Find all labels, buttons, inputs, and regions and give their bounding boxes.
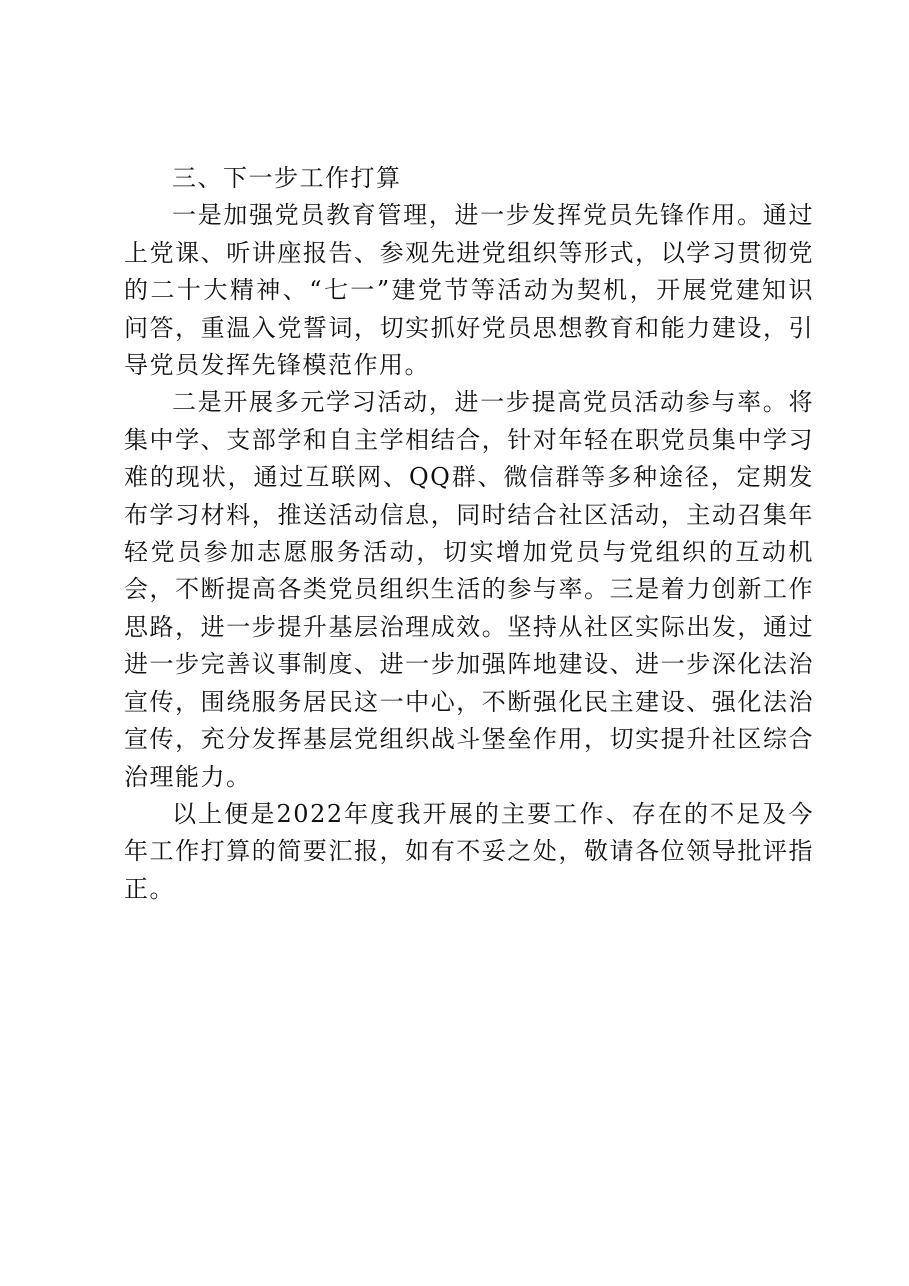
paragraph-summary: 以上便是2022年度我开展的主要工作、存在的不足及今年工作打算的简要汇报，如有不妥之处，敬请各位领导批评指正。 [124,799,814,903]
paragraph-learning-activities: 二是开展多元学习活动，进一步提高党员活动参与率。将集中学、支部学和自主学相结合，针对年轻在职党员集中学习难的现状，通过互联网、QQ群、微信群等多种途径，定期发布学习材料，推送活动信息，同时结合社区活动，主动召集年轻党员参加志愿服务活动，切实增加党员与党组织的互动机会，不断提高各类党员组织生活的参与率。三是着力创新工作思路，进一步提升基层治理成效。坚持从社区实际出发，通过进一步完善议事制度、进一步加强阵地建设、进一步深化法治宣传，围绕服务居民这一中心，不断强化民主建设、强化法治宣传，充分发挥基层党组织战斗堡垒作用，切实提升社区综合治理能力。 [124,388,814,791]
document-body [124,160,814,908]
paragraph-party-education: 一是加强党员教育管理，进一步发挥党员先锋作用。通过上党课、听讲座报告、参观先进党组织等形式，以学习贯彻党的二十大精神、“七一”建党节等活动为契机，开展党建知识问答，重温入党誓词，切实抓好党员思想教育和能力建设，引导党员发挥先锋模范作用。 [124,201,814,380]
section-heading: 三、下一步工作打算 [172,164,402,192]
